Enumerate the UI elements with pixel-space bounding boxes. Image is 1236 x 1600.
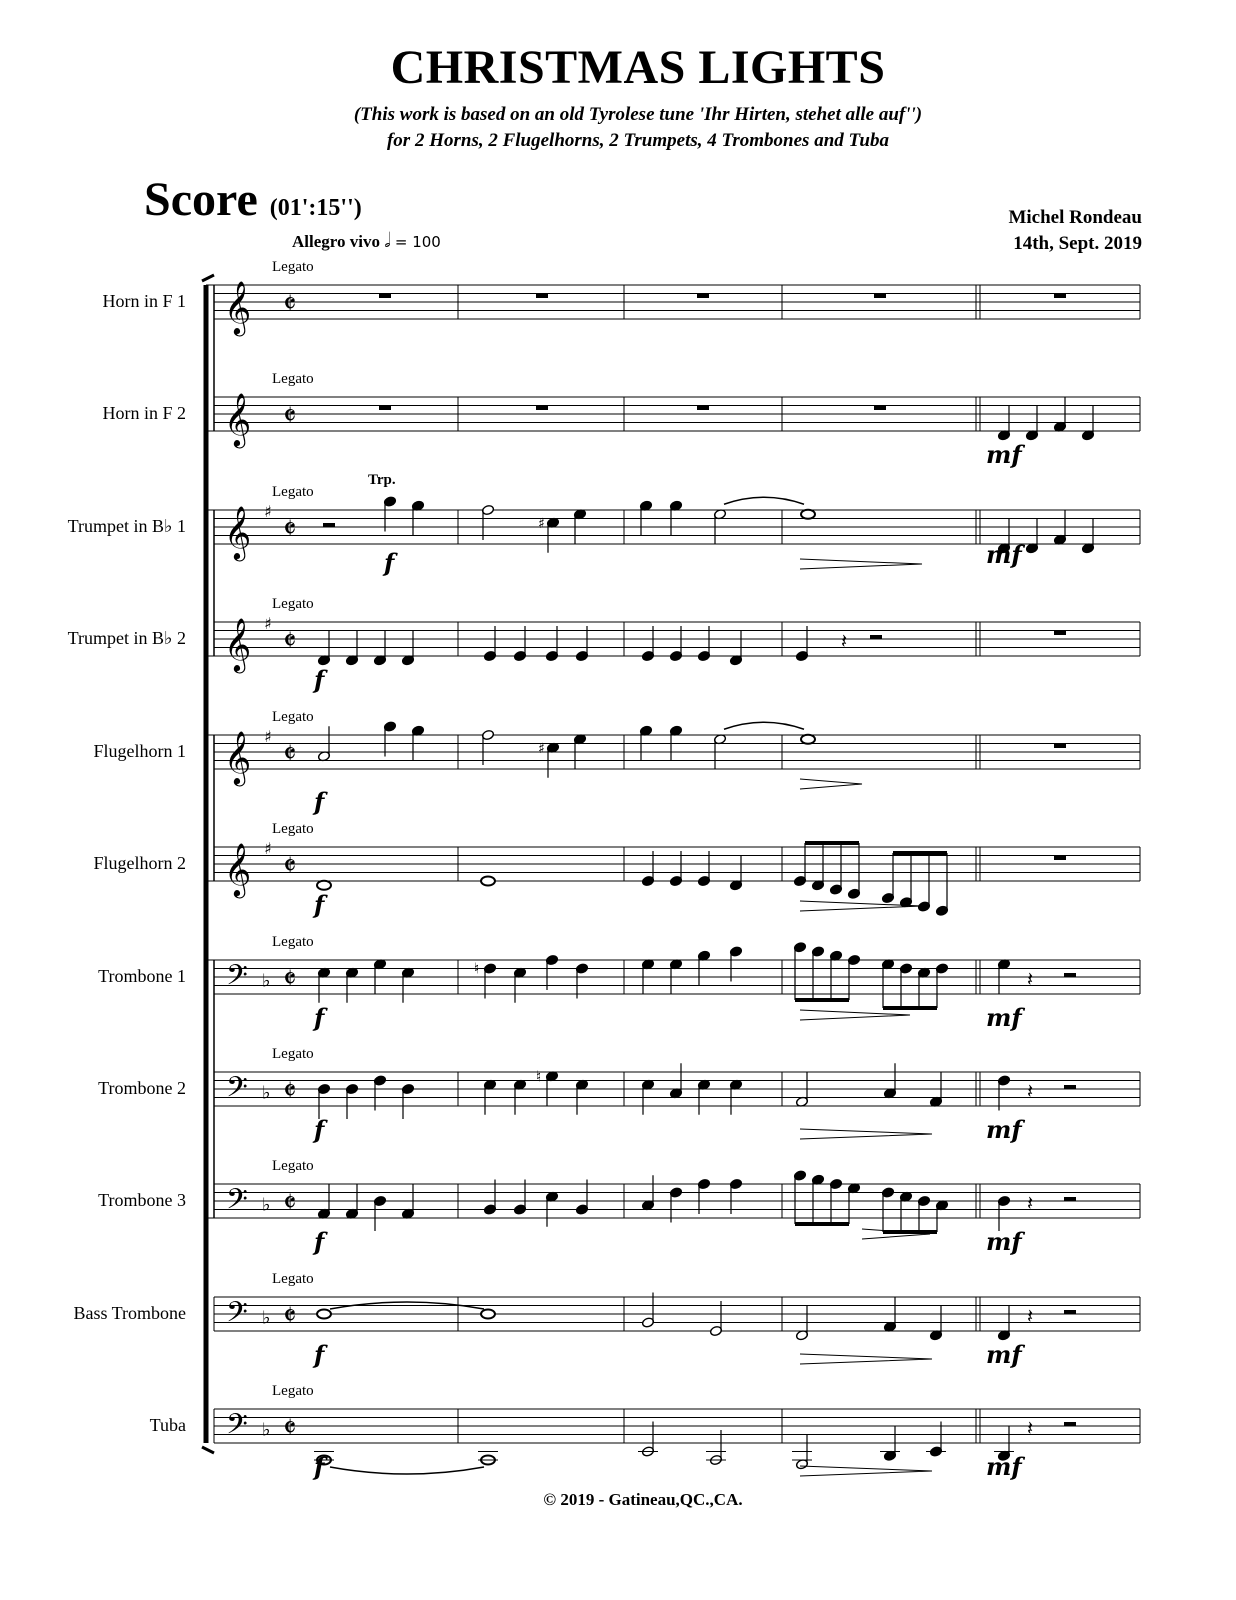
tempo-value: = 100 (394, 233, 441, 251)
key-flat-icon: ♭ (262, 1419, 271, 1441)
instrument-label: Trumpet in B♭ 2 (67, 628, 186, 648)
cut-time-icon: 𝄵 (283, 1411, 297, 1446)
treble-clef-icon: 𝄞 (224, 730, 252, 784)
natural-accidental-icon: ♮ (474, 959, 480, 978)
instrument-label: Flugelhorn 1 (93, 741, 186, 761)
whole-rest (1054, 631, 1066, 636)
composition-date: 14th, Sept. 2019 (1013, 233, 1142, 254)
dynamic-mf: mf (986, 440, 1022, 469)
half-rest (1064, 1197, 1076, 1201)
treble-clef-icon: 𝄞 (224, 617, 252, 671)
instrument-label: Trombone 3 (98, 1190, 186, 1210)
bass-clef-icon: 𝄢 (226, 1296, 248, 1336)
whole-rest (697, 406, 709, 411)
key-sharp-icon: ♯ (264, 839, 272, 858)
quarter-rest-icon: 𝄽 (1027, 1304, 1034, 1328)
half-rest (1064, 973, 1076, 977)
dynamic-mf: mf (986, 1227, 1022, 1256)
quarter-rest-icon: 𝄽 (841, 629, 848, 653)
decrescendo-hairpin (800, 1466, 932, 1476)
instrument-label: Tuba (149, 1415, 186, 1435)
dynamic-f: f (314, 1115, 325, 1144)
dynamic-mf: mf (986, 1003, 1022, 1032)
dynamic-f: f (314, 890, 325, 919)
instrument-label: Trombone 1 (98, 966, 186, 986)
cut-time-icon: 𝄵 (283, 1299, 297, 1334)
whole-note (801, 735, 815, 744)
dynamic-mf: mf (986, 1115, 1022, 1144)
legato-mark: Legato (272, 934, 314, 950)
instrument-label: Horn in F 2 (102, 403, 186, 423)
bass-clef-icon: 𝄢 (226, 1408, 248, 1448)
cut-time-icon: 𝄵 (283, 737, 297, 772)
half-rest (1064, 1310, 1076, 1314)
quarter-rest-icon: 𝄽 (1027, 1079, 1034, 1103)
sharp-accidental-icon: ♯ (538, 515, 545, 532)
score-title: CHRISTMAS LIGHTS (390, 41, 886, 94)
whole-note (481, 877, 495, 886)
treble-clef-icon: 𝄞 (224, 842, 252, 896)
decrescendo-hairpin (800, 1354, 932, 1364)
tie-arc (724, 722, 804, 729)
whole-rest (1054, 856, 1066, 861)
subtitle-instrumentation: for 2 Horns, 2 Flugelhorns, 2 Trumpets, 4 Trombones and Tuba (386, 130, 889, 151)
dynamic-mf: mf (986, 1452, 1022, 1481)
legato-mark: Legato (272, 1271, 314, 1287)
dynamic-f: f (384, 548, 395, 577)
cut-time-icon: 𝄵 (283, 1186, 297, 1221)
key-flat-icon: ♭ (262, 1307, 271, 1329)
half-rest (1064, 1085, 1076, 1089)
whole-rest (874, 406, 886, 411)
decrescendo-hairpin (800, 1010, 910, 1020)
half-rest (1064, 1422, 1076, 1426)
instrument-label: Flugelhorn 2 (93, 853, 186, 873)
quarter-rest-icon: 𝄽 (1027, 1191, 1034, 1215)
dynamic-f: f (314, 1003, 325, 1032)
key-sharp-icon: ♯ (264, 502, 272, 521)
treble-clef-icon: 𝄞 (224, 505, 252, 559)
whole-rest (379, 294, 391, 299)
dynamic-f: f (314, 1227, 325, 1256)
whole-rest (536, 294, 548, 299)
instrument-label: Bass Trombone (73, 1303, 186, 1323)
quarter-rest-icon: 𝄽 (1027, 967, 1034, 991)
whole-note (801, 510, 815, 519)
half-rest (323, 523, 335, 527)
legato-mark: Legato (272, 1383, 314, 1399)
composer-name: Michel Rondeau (1008, 207, 1142, 228)
whole-note (317, 881, 331, 890)
legato-mark: Legato (272, 1158, 314, 1174)
half-rest (870, 635, 882, 639)
cut-time-icon: 𝄵 (283, 1074, 297, 1109)
whole-rest (1054, 744, 1066, 749)
cut-time-icon: 𝄵 (283, 624, 297, 659)
score-label: Score (144, 173, 258, 226)
legato-mark: Legato (272, 371, 314, 387)
dynamic-mf: mf (986, 1340, 1022, 1369)
instrument-label: Horn in F 1 (102, 291, 186, 311)
dynamic-f: f (314, 787, 325, 816)
cut-time-icon: 𝄵 (283, 512, 297, 547)
whole-note (317, 1310, 331, 1319)
bracket-hook-top (202, 275, 214, 281)
instrument-label: Trumpet in B♭ 1 (67, 516, 186, 536)
key-flat-icon: ♭ (262, 1194, 271, 1216)
tie-arc (330, 1467, 484, 1474)
legato-mark: Legato (272, 1046, 314, 1062)
treble-clef-icon: 𝄞 (224, 392, 252, 446)
cut-time-icon: 𝄵 (283, 287, 297, 322)
instrument-label: Trombone 2 (98, 1078, 186, 1098)
whole-note (481, 1310, 495, 1319)
copyright: © 2019 - Gatineau,QC.,CA. (543, 1490, 743, 1509)
legato-mark: Legato (272, 259, 314, 275)
whole-rest (697, 294, 709, 299)
legato-mark: Legato (272, 484, 314, 500)
bass-clef-icon: 𝄢 (226, 1071, 248, 1111)
tie-arc (724, 497, 804, 504)
decrescendo-hairpin (800, 559, 922, 569)
whole-rest (379, 406, 391, 411)
key-sharp-icon: ♯ (264, 614, 272, 633)
key-flat-icon: ♭ (262, 970, 271, 992)
trumpet-cue: Trp. (368, 472, 396, 488)
half-note-icon: 𝅗𝅥 (384, 230, 391, 252)
cut-time-icon: 𝄵 (283, 399, 297, 434)
whole-rest (874, 294, 886, 299)
bass-clef-icon: 𝄢 (226, 959, 248, 999)
treble-clef-icon: 𝄞 (224, 280, 252, 334)
score-duration: (01':15'') (269, 195, 362, 221)
quarter-rest-icon: 𝄽 (1027, 1416, 1034, 1440)
bracket-hook-bottom (202, 1447, 214, 1453)
key-sharp-icon: ♯ (264, 727, 272, 746)
bass-clef-icon: 𝄢 (226, 1183, 248, 1223)
natural-accidental-icon: ♮ (536, 1067, 542, 1086)
whole-rest (536, 406, 548, 411)
cut-time-icon: 𝄵 (283, 962, 297, 997)
whole-rest (1054, 294, 1066, 299)
decrescendo-hairpin (800, 1129, 932, 1139)
legato-mark: Legato (272, 821, 314, 837)
legato-mark: Legato (272, 709, 314, 725)
legato-mark: Legato (272, 596, 314, 612)
dynamic-f: f (314, 1340, 325, 1369)
dynamic-mf: mf (986, 540, 1022, 569)
decrescendo-hairpin (800, 779, 862, 789)
key-flat-icon: ♭ (262, 1082, 271, 1104)
dynamic-f: f (314, 1452, 325, 1481)
cut-time-icon: 𝄵 (283, 849, 297, 884)
dynamic-f: f (314, 665, 325, 694)
sharp-accidental-icon: ♯ (538, 740, 545, 757)
subtitle-source: (This work is based on an old Tyrolese tune 'Ihr Hirten, stehet alle auf'') (353, 104, 923, 125)
tempo-text: Allegro vivo (292, 232, 380, 251)
